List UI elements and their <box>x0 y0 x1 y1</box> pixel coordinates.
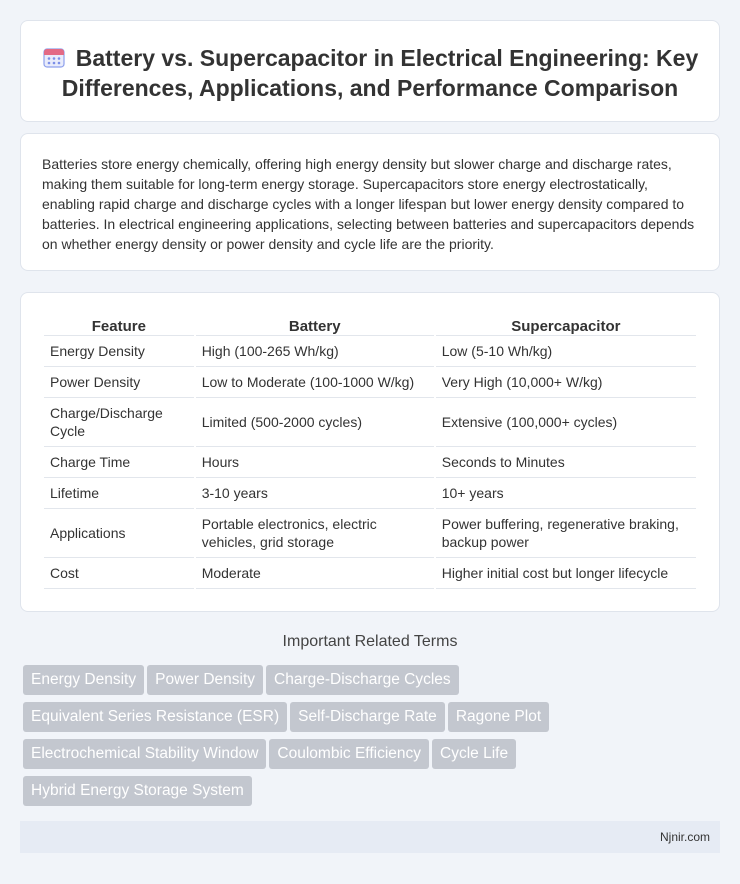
title-card <box>20 20 720 122</box>
related-term-tag[interactable]: Energy Density <box>23 665 144 695</box>
related-term-tag[interactable]: Equivalent Series Resistance (ESR) <box>23 702 287 732</box>
table-row <box>44 398 696 447</box>
related-term-tag[interactable]: Ragone Plot <box>448 702 549 732</box>
related-terms-list <box>23 665 723 813</box>
table-cell: Low (5-10 Wh/kg) <box>436 336 696 367</box>
related-term-tag[interactable]: Self-Discharge Rate <box>290 702 445 732</box>
page-title-text: Battery vs. Supercapacitor in Electrical Engineering: Key Differences, Applications, and Performance Comparison <box>61 45 699 101</box>
table-cell: Higher initial cost but longer lifecycle <box>436 558 696 589</box>
table-cell: Very High (10,000+ W/kg) <box>436 367 696 398</box>
table-row <box>44 509 696 558</box>
header-supercapacitor: Supercapacitor <box>436 313 696 336</box>
table-cell: High (100-265 Wh/kg) <box>196 336 434 367</box>
table-cell: Extensive (100,000+ cycles) <box>436 398 696 447</box>
calendar-icon <box>42 45 66 69</box>
table-cell: 3-10 years <box>196 478 434 509</box>
table-cell: Limited (500-2000 cycles) <box>196 398 434 447</box>
related-term-tag[interactable]: Electrochemical Stability Window <box>23 739 266 769</box>
table-cell: Lifetime <box>44 478 194 509</box>
header-battery: Battery <box>196 313 434 336</box>
table-row <box>44 336 696 367</box>
table-cell: Charge/Discharge Cycle <box>44 398 194 447</box>
table-row <box>44 447 696 478</box>
table-cell: Applications <box>44 509 194 558</box>
table-row <box>44 367 696 398</box>
related-term-tag[interactable]: Power Density <box>147 665 263 695</box>
related-term-tag[interactable]: Charge-Discharge Cycles <box>266 665 459 695</box>
table-cell: Power buffering, regenerative braking, backup power <box>436 509 696 558</box>
table-cell: Portable electronics, electric vehicles, grid storage <box>196 509 434 558</box>
related-term-tag[interactable]: Cycle Life <box>432 739 516 769</box>
table-cell: 10+ years <box>436 478 696 509</box>
table-cell: Moderate <box>196 558 434 589</box>
table-cell: Hours <box>196 447 434 478</box>
table-cell: Seconds to Minutes <box>436 447 696 478</box>
intro-card <box>20 133 720 271</box>
table-row <box>44 478 696 509</box>
intro-paragraph: Batteries store energy chemically, offering high energy density but slower charge and discharge rates, making them suitable for long-term energy storage. Supercapacitors store energy electrostatically, enabling rapid charge and discharge cycles with a longer lifespan but lower energy density compared to batteries. In electrical engineering applications, selecting between batteries and supercapacitors depends on whether energy density or power density and cycle life are the priority. <box>42 156 695 252</box>
table-cell: Energy Density <box>44 336 194 367</box>
related-term-tag[interactable]: Hybrid Energy Storage System <box>23 776 252 806</box>
header-feature: Feature <box>44 313 194 336</box>
comparison-table <box>42 313 698 589</box>
table-cell: Cost <box>44 558 194 589</box>
related-terms-heading: Important Related Terms <box>282 633 458 650</box>
page-title <box>41 43 699 103</box>
footer <box>20 821 720 853</box>
table-row <box>44 558 696 589</box>
table-cell: Power Density <box>44 367 194 398</box>
table-header-row <box>44 313 696 336</box>
footer-brand[interactable]: Njnir.com <box>659 830 710 844</box>
table-cell: Low to Moderate (100-1000 W/kg) <box>196 367 434 398</box>
table-cell: Charge Time <box>44 447 194 478</box>
comparison-table-card <box>20 292 720 612</box>
related-term-tag[interactable]: Coulombic Efficiency <box>269 739 429 769</box>
